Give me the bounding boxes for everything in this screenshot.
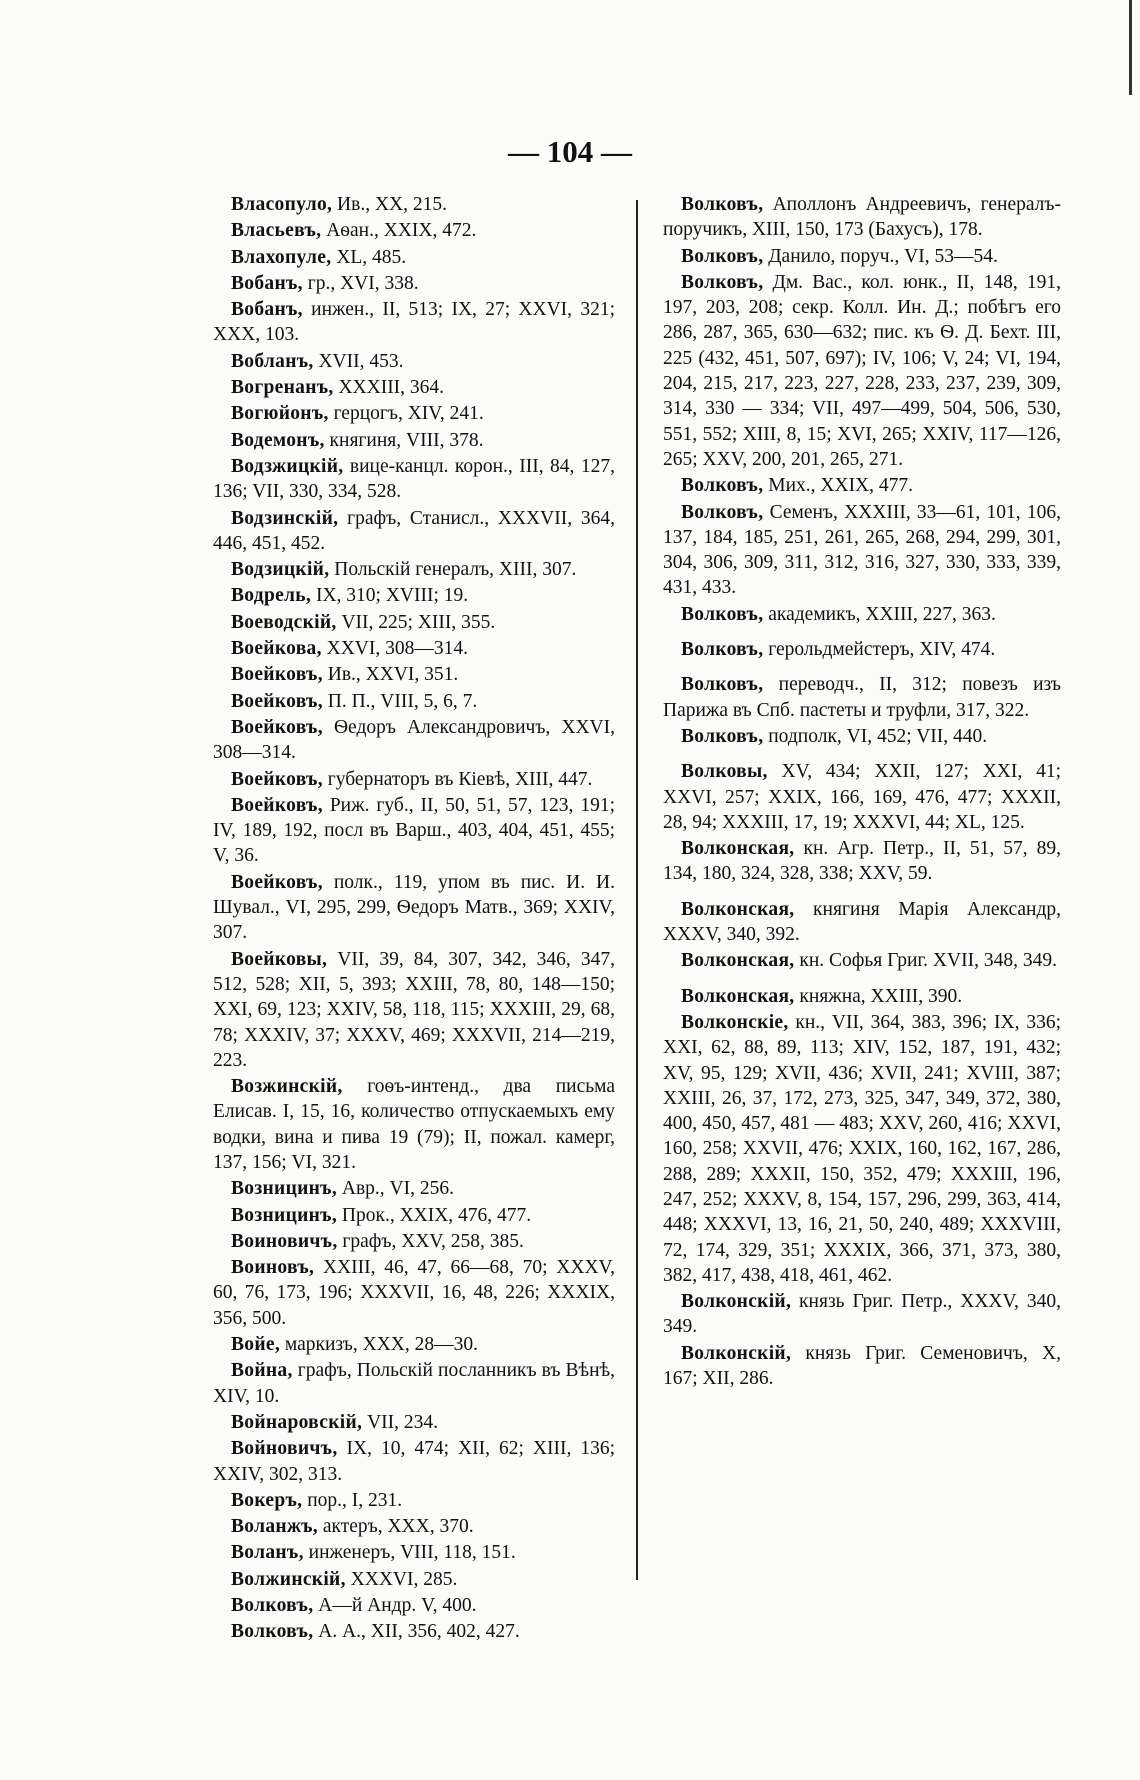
index-entry [213, 1540, 615, 1565]
entry-references: Польскій генералъ, XIII, 307. [329, 559, 577, 581]
entry-name: Водзжицкій, [231, 455, 344, 477]
index-entry [213, 947, 615, 1073]
entry-references: IX, 310; XVIII; 19. [311, 585, 469, 607]
entry-references: инженеръ, VIII, 118, 151. [303, 1542, 516, 1564]
index-entry [663, 1341, 1061, 1392]
index-entry [213, 583, 615, 608]
index-entry [213, 297, 615, 348]
index-entry [213, 662, 615, 687]
entry-references: гоѳъ-интенд., два письма Елисав. I, 15, 16, количество отпускаемыхъ ему водки, вина и пива 19 (79); II, пожал. камерг, 137, 156; VI, 321. [213, 1076, 615, 1173]
entry-references: Риж. губ., II, 50, 51, 57, 123, 191; IV, 189, 192, посл въ Варш., 403, 404, 451, 455; V, 36. [213, 794, 615, 867]
index-entry [213, 557, 615, 582]
entry-references: Ив., XXVI, 351. [322, 664, 459, 686]
index-entry [213, 1358, 615, 1409]
index-entry [213, 1229, 615, 1254]
entry-name: Вобланъ, [231, 350, 314, 372]
index-entry [213, 793, 615, 869]
entry-name: Воейковъ, [231, 664, 323, 686]
index-entry [213, 218, 615, 243]
entry-references: вице-канцл. корон., III, 84, 127, 136; VII, 330, 334, 528. [213, 455, 615, 503]
index-entry [213, 1619, 615, 1644]
entry-name: Волковъ, [681, 501, 764, 523]
entry-references: кн., VII, 364, 383, 396; IX, 336; XXI, 62, 88, 89, 113; XIV, 152, 187, 191, 432; XV, 95, 129; XVII, 436; XVII, 241; XVIII, 387; XXIII, 26, 37, 172, 273, 325, 347, 349, 372, 380, 400, 450, 457, 481 — 483; XXV, 260, 416; XXVI, 160, 258; XXVII, 476; XXIX, 160, 162, 167, 286, 288, 289; XXXII, 150, 352, 479; XXXIII, 196, 247, 252; XXXV, 8, 154, 157, 296, 299, 363, 414, 448; XXXVI, 13, 16, 21, 50, 240, 489; XXXVIII, 72, 174, 329, 351; XXXIX, 366, 371, 373, 380, 382, 417, 438, 418, 461, 462. [663, 1011, 1061, 1286]
index-entry [663, 473, 1061, 498]
index-entry [213, 1514, 615, 1539]
entry-references: княгиня, VIII, 378. [324, 429, 484, 451]
index-entry [213, 1567, 615, 1592]
index-entry [213, 192, 615, 217]
index-entry [213, 1488, 615, 1513]
entry-name: Воеводскій, [231, 611, 337, 633]
entry-name: Волжинскій, [231, 1568, 346, 1590]
index-entry [663, 1010, 1061, 1288]
index-entry [663, 836, 1061, 887]
entry-references: XL, 485. [331, 246, 407, 268]
entry-name: Волконская, [681, 898, 795, 920]
entry-name: Водзинскій, [231, 507, 339, 529]
index-entry [663, 897, 1061, 948]
entry-name: Волконскіе, [681, 1011, 789, 1033]
entry-references: графъ, Станисл., XXXVII, 364, 446, 451, 452. [213, 507, 615, 554]
entry-references: VII, 225; XIII, 355. [336, 611, 496, 633]
index-entry [663, 984, 1061, 1009]
index-entry [213, 245, 615, 270]
entry-references: княгиня Марія Александр, XXXV, 340, 392. [663, 898, 1061, 946]
index-entry [213, 1255, 615, 1331]
index-entry [663, 602, 1061, 627]
entry-references: полк., 119, упом въ пис. И. И. Шувал., VI, 295, 299, Ѳедоръ Матв., 369; XXIV, 307. [213, 871, 615, 944]
entry-name: Война, [231, 1360, 293, 1382]
entry-name: Вогюйонъ, [231, 403, 329, 425]
index-entry [663, 724, 1061, 749]
entry-references: актеръ, XXX, 370. [317, 1516, 474, 1538]
entry-references: пор., I, 231. [302, 1489, 403, 1511]
entry-references: Семенъ, XXXIII, 33—61, 101, 106, 137, 184, 185, 251, 261, 265, 268, 294, 299, 301, 304, 306, 309, 311, 312, 316, 327, 330, 333, 339, 431, 433. [663, 501, 1061, 599]
entry-references: подполк, VI, 452; VII, 440. [763, 725, 988, 747]
entry-name: Волковъ, [681, 245, 764, 267]
entry-references: Дм. Вас., кол. юнк., II, 148, 191, 197, 203, 208; секр. Колл. Ин. Д.; побѣгъ его 286, 287, 365, 630—632; пис. къ Ѳ. Д. Бехт. III, 225 (432, 451, 507, 697); IV, 106; V, 24; VI, 194, 204, 215, 217, 223, 227, 228, 233, 237, 239, 309, 314, 330 — 334; VII, 497—499, 504, 506, 530, 551, 552; XIII, 8, 15; XVI, 265; XXIV, 117—126, 265; XXV, 200, 201, 265, 271. [663, 271, 1061, 470]
index-entry [213, 1203, 615, 1228]
entry-name: Вобанъ, [231, 272, 303, 294]
entry-name: Вобанъ, [231, 299, 303, 321]
entry-name: Войнаровскій, [231, 1411, 363, 1433]
index-column-right [663, 192, 1061, 1392]
entry-references: маркизъ, XXX, 28—30. [280, 1334, 479, 1356]
entry-references: Ѳедоръ Александровичъ, XXVI, 308—314. [213, 716, 615, 764]
index-entry [213, 401, 615, 426]
index-entry [213, 610, 615, 635]
index-entry [213, 767, 615, 792]
entry-name: Воейковъ, [231, 794, 323, 816]
entry-references: А—й Андр. V, 400. [313, 1595, 477, 1617]
entry-name: Волконская, [681, 838, 795, 860]
entry-references: гр., XVI, 338. [302, 272, 419, 294]
entry-name: Водемонъ, [231, 429, 325, 451]
entry-name: Волковъ, [231, 1595, 314, 1617]
entry-name: Волковъ, [681, 725, 764, 747]
entry-references: кн. Агр. Петр., II, 51, 57, 89, 134, 180, 324, 328, 338; XXV, 59. [663, 838, 1061, 885]
index-entry [213, 689, 615, 714]
index-entry [213, 1436, 615, 1487]
entry-references: Прок., XXIX, 476, 477. [337, 1204, 532, 1226]
index-entry [213, 870, 615, 946]
index-entry [213, 349, 615, 374]
entry-references: переводч., II, 312; повезъ изъ Парижа въ Спб. пастеты и труфли, 317, 322. [663, 674, 1061, 721]
entry-name: Воланъ, [231, 1542, 304, 1564]
index-entry [213, 1410, 615, 1435]
entry-name: Волконская, [681, 950, 795, 972]
entry-name: Водзицкій, [231, 559, 330, 581]
index-entry [663, 244, 1061, 269]
entry-references: князь Григ. Петр., XXXV, 340, 349. [663, 1291, 1061, 1338]
entry-name: Воиновъ, [231, 1257, 315, 1279]
entry-references: графъ, Польскій посланникъ въ Вѣнѣ, XIV, 10. [213, 1360, 615, 1407]
entry-references: княжна, XXIII, 390. [794, 985, 963, 1007]
entry-name: Волконская, [681, 985, 795, 1007]
entry-name: Войновичъ, [231, 1438, 338, 1460]
entry-references: Авр., VI, 256. [337, 1178, 455, 1200]
index-entry [663, 500, 1061, 601]
index-entry [213, 1176, 615, 1201]
entry-references: губернаторъ въ Кіевѣ, XIII, 447. [322, 768, 593, 790]
entry-references: XV, 434; XXII, 127; XXI, 41; XXVI, 257; XXIX, 166, 169, 476, 477; XXXII, 28, 94; XXXIII, 17, 19; XXXVI, 44; XL, 125. [663, 761, 1061, 833]
entry-references: князь Григ. Семеновичъ, X, 167; XII, 286. [663, 1342, 1061, 1390]
entry-name: Воейковы, [231, 948, 328, 970]
entry-references: XXXIII, 364. [333, 377, 445, 399]
entry-references: герцогъ, XIV, 241. [328, 403, 484, 425]
entry-references: IX, 10, 474; XII, 62; XIII, 136; XXIV, 302, 313. [213, 1438, 615, 1485]
entry-references: П. П., VIII, 5, 6, 7. [322, 690, 478, 712]
entry-name: Волковъ, [681, 194, 764, 215]
index-entry [213, 1074, 615, 1175]
entry-references: Аѳан., XXIX, 472. [321, 220, 477, 242]
entry-name: Войе, [231, 1334, 281, 1356]
entry-references: VII, 39, 84, 307, 342, 346, 347, 512, 528; XII, 5, 393; XXIII, 78, 80, 148—150; XXI, 69, 123; XXIV, 58, 118, 115; XXXIII, 29, 68, 78; XXXIV, 37; XXXV, 469; XXXVII, 214—219, 223. [213, 948, 615, 1071]
entry-name: Вогренанъ, [231, 377, 334, 399]
entry-references: Аполлонъ Андреевичъ, генералъ-поручикъ, XIII, 150, 173 (Бахусъ), 178. [663, 194, 1061, 241]
index-entry [213, 428, 615, 453]
entry-name: Вокеръ, [231, 1489, 303, 1511]
index-entry [213, 375, 615, 400]
index-entry [663, 192, 1061, 243]
index-column-left [213, 192, 615, 1646]
index-entry [663, 270, 1061, 472]
entry-name: Водрель, [231, 585, 312, 607]
entry-name: Волконскій, [681, 1291, 792, 1313]
entry-references: XVII, 453. [313, 350, 404, 372]
entry-name: Воейковъ, [231, 768, 323, 790]
index-entry [213, 271, 615, 296]
entry-name: Волковъ, [681, 603, 764, 625]
index-entry [213, 506, 615, 557]
index-entry [663, 637, 1061, 662]
index-entry [213, 715, 615, 766]
entry-name: Волковы, [681, 761, 768, 783]
index-entry [213, 454, 615, 505]
entry-name: Воиновичъ, [231, 1230, 338, 1252]
entry-references: XXXVI, 285. [345, 1568, 458, 1590]
index-entry [663, 759, 1061, 835]
index-entry [663, 672, 1061, 723]
entry-references: VII, 234. [362, 1411, 439, 1433]
entry-name: Возницинъ, [231, 1204, 338, 1226]
entry-references: Ив., XX, 215. [332, 194, 448, 215]
entry-name: Влахопуле, [231, 246, 332, 268]
entry-name: Воланжъ, [231, 1516, 318, 1538]
entry-name: Волковъ, [681, 639, 764, 661]
page-number: — 104 — [508, 134, 632, 169]
entry-references: Данило, поруч., VI, 53—54. [763, 245, 998, 267]
entry-references: XXIII, 46, 47, 66—68, 70; XXXV, 60, 76, 173, 196; XXXVII, 16, 48, 226; XXXIX, 356, 500. [213, 1257, 615, 1329]
entry-name: Воейковъ, [231, 690, 323, 712]
index-entry [213, 636, 615, 661]
entry-name: Волковъ, [681, 475, 764, 497]
column-divider [636, 200, 638, 1580]
entry-name: Воейковъ, [231, 871, 323, 893]
entry-references: академикъ, XXIII, 227, 363. [763, 603, 996, 625]
index-entry [213, 1593, 615, 1618]
index-entry [213, 1332, 615, 1357]
entry-name: Воейковъ, [231, 716, 323, 738]
entry-references: графъ, XXV, 258, 385. [337, 1230, 524, 1252]
entry-references: XXVI, 308—314. [321, 638, 468, 660]
page-edge-line [1129, 0, 1132, 95]
entry-references: инжен., II, 513; IX, 27; XXVI, 321; XXX, 103. [213, 299, 615, 346]
entry-name: Возницинъ, [231, 1178, 338, 1200]
entry-references: А. А., XII, 356, 402, 427. [313, 1621, 520, 1643]
entry-name: Волковъ, [681, 271, 764, 293]
entry-name: Волковъ, [681, 674, 764, 696]
entry-name: Возжинскій, [231, 1076, 343, 1098]
entry-name: Волковъ, [231, 1621, 314, 1643]
entry-name: Власьевъ, [231, 220, 322, 242]
index-entry [663, 1289, 1061, 1340]
entry-references: Мих., XXIX, 477. [763, 475, 914, 497]
entry-name: Воейкова, [231, 638, 322, 660]
entry-name: Власопуло, [231, 194, 333, 215]
index-entry [663, 948, 1061, 973]
entry-name: Волконскій, [681, 1342, 792, 1364]
entry-references: герольдмейстеръ, XIV, 474. [763, 639, 996, 661]
entry-references: кн. Софья Григ. XVII, 348, 349. [794, 950, 1057, 972]
